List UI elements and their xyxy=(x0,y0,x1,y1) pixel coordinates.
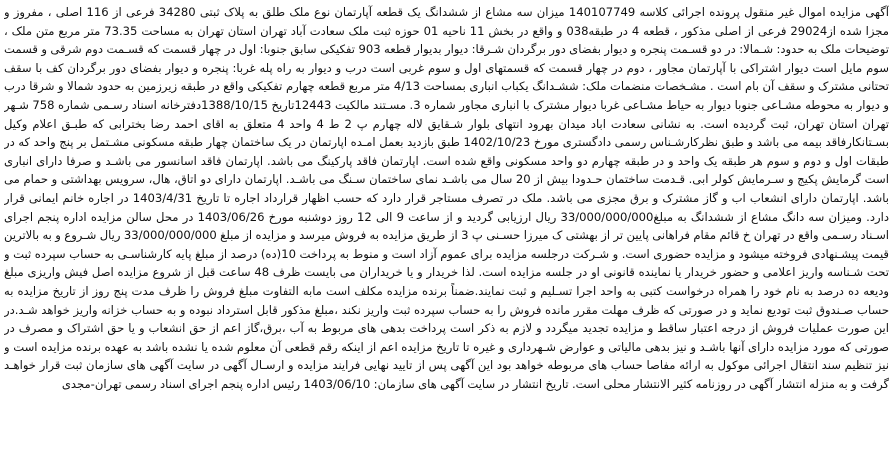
auction-notice xyxy=(4,3,889,447)
auction-notice-text: آگهی مزایده اموال غیر منقول پرونده اجرائی کلاسه 140107749 میزان سه مشاع از ششدانگ یک قطعه آپارتمان نوع ملک طلق به پلاک ثبتی 34280 فرعی از 116 اصلی ، مفروز و مجزا شده از29024 فرعی از اصلی مذکور ، قطعه 4 در طبقه038 و واقع در بخش 11 ناحیه 01 حوزه ثبت ملک سعادت آباد تهران استان تهران به مساحت 73.35 متر مربع متن ملک ، توضیحات ملک به حدود: شـمالا: در دو قسـمت پنجره و دیوار بفضای دور برگردان شـرقا: دیوار بدیوار قطعه 903 تفکیکی سابق جنوبا: اول در چهار قسمت که قسـمت دوم شرقی و قسمت سوم مایل است دیوار اشتراکی با آپارتمان مجاور ، دوم در چهار قسمت که قسمتهای اول و سوم غربی است درب و دیوار به راه پله غربا: پنجره و دیوار بفضای دور برگردان کف با سقف تحتانی مشترک و سقف آن بام است . مشـخصات منضمات ملک: ششـدانگ یکباب انباری بمساحت 4/13 متر مربع قطعه چهارم تفکیکی واقع در طبقه زیرزمین به حدود شمالا و شرقا درب و دیوار به محوطه مشـاعی جنوبا دیوار به حیاط مشـاعی غربا دیوار مشترک با انباری مجاور شماره 3. مسـتند مالکیت 12443تاریخ 1388/10/15دفترخانه اسناد رسـمی شماره 758 شـهر تهران استان تهران، ثبت گردیده است. به نشانی سعادت اباد میدان بهرود انتهای بلوار شـقایق لاله چهارم پ 2 ط 4 واحد 4 متعلق به اقای احمد رضا بخترابی که طبـق اعلام وکیل بسـتانکارفاقد بیمه می باشد و طبق نظرکارشـناس رسمی دادگستری مورخ 1402/10/23 طبق بازدید بعمل امـده اپارتمان در یک ساختمان چهار طبقه مسکونی مشـتمل بر پنج واحد که در طبقات اول و دوم و سوم هر طبقه یک واحد و در طبقه چهارم دو واحد مسکونی واقع شده است. اپارتمان فاقد پارکینگ می باشد. اپارتمان فاقد اسانسور می باشـد و صرفا دارای انباری است گرمایش پکیج و سـرمایش کولر ابی. قـدمت ساختمان حـدودا بیش از 20 سال می باشـد نمای ساختمان سـنگ می باشـد. اپارتمان دارای دو اتاق، هال، سرویس بهداشتی و حمام می باشد. اپارتمان دارای انشعاب اب و گاز مشترک و برق مجزی می باشد. ملک در تصرف مستاجر قرار دارد که حسب اظهار قرارداد اجاره تا تاریخ 1403/4/31 در اجاره خانم ایمانی قرار دارد. ومیزان سه دانگ مشاع از ششدانگ به مبلغ33/000/000/000 ریال ارزیابی گردید و از ساعت 9 الی 12 روز دوشنبه مورخ 1403/06/26 در محل سالن مزایده اداره پنجم اجرای اسـناد رسـمی واقع در تهران خ قائم مقام فراهانی پایین تر از بهشتی ک میرزا حسـنی پ 3 از طریق مزایده به فروش میرسد و مزایده از مبلغ 33/000/000/000 ریال شـروع و به بالاترین قیمت پیشـنهادی فروخته میشود و مزایده حضوری است. و شـرکت درجلسه مزایده برای عموم آزاد است و منوط به پرداخت 10(ده) درصد از مبلغ پایه کارشناسـی به حساب سپرده ثبت و تحت شـناسه واریز اعلامی و حضور خریدار یا نماینده قانونی او در جلسه مزایده است. لذا خریدار و یا خریداران می بایست ظرف 48 ساعت قبل از شروع مزایده اصل فیش واریزی مبلغ ودیعه ده درصد به نام خود را همراه درخواست کتبی به واحد اجرا تسـلیم و ثبت نمایند.ضمناً برنده مزایده مکلف است مابه التفاوت مبلغ فروش را ظرف مدت پنج روز از تاریخ مزایده به حساب صـندوق ثبت تودیع نماید و در صورتی که ظرف مهلت مقرر مانده فروش را به حساب سپرده ثبت واریز نکند ،مبلغ مذکور قابل استرداد نبوده و به حساب خزانه واریز خواهد شـد.در این صورت عملیات فروش از درجه اعتبار ساقط و مزایده تجدید میگردد و لازم به ذکر است پرداخت بدهی های مربوط به آب ،برق،گاز اعم از حق انشعاب و یا حق اشتراک و مصرف در صورتی که مورد مزایده دارای آنها باشـد و نیز بدهی مالیاتی و عوارض شـهرداری و غیره تا تاریخ مزایده اعم از اینکه رقم قطعی آن معلوم شده یا نشده باشد به عهده برنده مزایده است و نیز تنظیم سند انتقال اجرائی موکول به ارائه مفاصا حساب های مربوطه خواهد بود این آگهی پس از تایید نهایی فرایند مزایده و ارسـال آگهی در سایت آگهی های سازمان ثبت قرار خواهـد گرفت و به منزله انتشار آگهی در روزنامه کثیر الانتشار محلی است. تاریخ انتشار در سایت آگهی های سازمان: 1403/06/10 رئیس اداره پنجم اجرای اسناد رسمی تهران-مجدی xyxy=(4,5,889,391)
